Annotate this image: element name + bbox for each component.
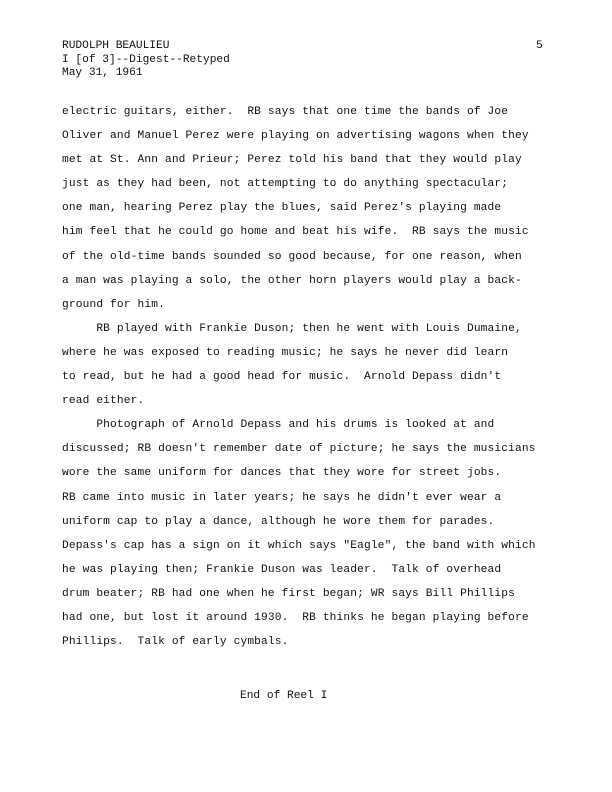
reel-info: I [of 3]--Digest--Retyped [62,53,230,66]
text-line: a man was playing a solo, the other horn players would play a back- [62,274,522,287]
text-line: just as they had been, not attempting to do anything spectacular; [62,178,509,191]
text-line: wore the same uniform for dances that they wore for street jobs. [62,467,502,480]
text-line: to read, but he had a good head for music. Arnold Depass didn't [62,371,502,384]
text-line: Photograph of Arnold Depass and his drums is looked at and [62,419,495,432]
interview-date: May 31, 1961 [62,67,143,79]
text-line: where he was exposed to reading music; he says he never did learn [62,346,509,359]
page-number: 5 [536,40,543,52]
text-line: Depass's cap has a sign on it which says "Eagle", the band with which [62,539,536,552]
text-line: ground for him. [62,298,165,311]
text-line: one man, hearing Perez play the blues, said Perez's playing made [62,202,502,215]
text-line: electric guitars, either. RB says that one time the bands of Joe [62,106,509,118]
text-line: discussed; RB doesn't remember date of picture; he says the musicians [62,443,536,456]
text-line: him feel that he could go home and beat his wife. RB says the music [62,226,529,239]
text-line: met at St. Ann and Prieur; Perez told his band that they would play [62,154,522,167]
text-line: RB came into music in later years; he says he didn't ever wear a [62,491,502,504]
text-line: of the old-time bands sounded so good because, for one reason, when [62,250,522,263]
text-line: Phillips. Talk of early cymbals. [62,636,289,649]
header-block [62,40,230,81]
text-line: RB played with Frankie Duson; then he went with Louis Dumaine, [62,322,522,335]
text-line: uniform cap to play a dance, although he wore them for parades. [62,515,495,528]
transcript-body [62,100,562,654]
text-line: he was playing then; Frankie Duson was leader. Talk of overhead [62,563,502,576]
end-of-reel-note: End of Reel I [240,690,328,702]
text-line: had one, but lost it around 1930. RB thinks he began playing before [62,611,529,624]
text-line: drum beater; RB had one when he first began; WR says Bill Phillips [62,587,515,600]
text-line: read either. [62,395,145,408]
text-line: Oliver and Manuel Perez were playing on advertising wagons when they [62,130,529,143]
interviewee-name: RUDOLPH BEAULIEU [62,40,170,52]
